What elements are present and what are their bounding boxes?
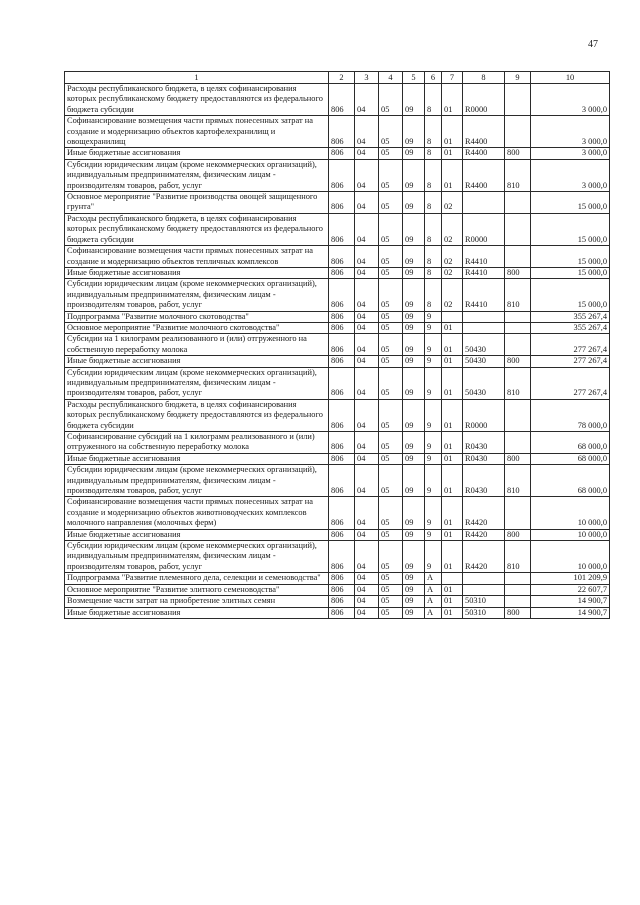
admin-code-cell: 806 bbox=[329, 465, 355, 497]
column-header: 8 bbox=[463, 72, 505, 84]
program-code-cell: 09 bbox=[403, 159, 425, 191]
table-row bbox=[65, 159, 610, 191]
column-header: 6 bbox=[425, 72, 442, 84]
row-name-cell: Субсидии на 1 килограмм реализованного и (или) отгруженного на собственную переработку молока bbox=[65, 334, 329, 356]
section-code-cell: 04 bbox=[355, 116, 379, 148]
direction-code-cell: R4400 bbox=[463, 148, 505, 159]
table-row bbox=[65, 322, 610, 333]
table-header-row bbox=[65, 72, 610, 84]
subprogram-code-cell: 8 bbox=[425, 267, 442, 278]
section-code-cell: 04 bbox=[355, 334, 379, 356]
expense-type-code-cell: 810 bbox=[505, 159, 531, 191]
row-name-cell: Основное мероприятие "Развитие молочного скотоводства" bbox=[65, 322, 329, 333]
amount-cell: 15 000,0 bbox=[531, 192, 610, 214]
subprogram-code-cell: 9 bbox=[425, 399, 442, 431]
row-name-cell: Субсидии юридическим лицам (кроме некоммерческих организаций), индивидуальным предпринимателям, физическим лицам - производителям товаров, работ, услуг bbox=[65, 367, 329, 399]
table-row bbox=[65, 607, 610, 618]
subprogram-code-cell: 8 bbox=[425, 116, 442, 148]
amount-cell: 3 000,0 bbox=[531, 84, 610, 116]
activity-code-cell: 01 bbox=[442, 356, 463, 367]
row-name-cell: Софинансирование возмещения части прямых понесенных затрат на создание и модернизацию объектов животноводческих комплексов молочного направления (молочных ферм) bbox=[65, 497, 329, 529]
admin-code-cell: 806 bbox=[329, 596, 355, 607]
expense-type-code-cell bbox=[505, 432, 531, 454]
expense-type-code-cell bbox=[505, 116, 531, 148]
table-row bbox=[65, 432, 610, 454]
activity-code-cell: 01 bbox=[442, 399, 463, 431]
section-code-cell: 04 bbox=[355, 596, 379, 607]
subsection-code-cell: 05 bbox=[379, 497, 403, 529]
direction-code-cell bbox=[463, 573, 505, 584]
section-code-cell: 04 bbox=[355, 541, 379, 573]
admin-code-cell: 806 bbox=[329, 246, 355, 268]
subsection-code-cell: 05 bbox=[379, 334, 403, 356]
section-code-cell: 04 bbox=[355, 465, 379, 497]
amount-cell: 277 267,4 bbox=[531, 356, 610, 367]
row-name-cell: Субсидии юридическим лицам (кроме некоммерческих организаций), индивидуальным предпринимателям, физическим лицам - производителям товаров, работ, услуг bbox=[65, 465, 329, 497]
subprogram-code-cell: 9 bbox=[425, 334, 442, 356]
table-row bbox=[65, 84, 610, 116]
row-name-cell: Субсидии юридическим лицам (кроме некоммерческих организаций), индивидуальным предпринимателям, физическим лицам - производителям товаров, работ, услуг bbox=[65, 541, 329, 573]
amount-cell: 101 209,9 bbox=[531, 573, 610, 584]
amount-cell: 14 900,7 bbox=[531, 596, 610, 607]
amount-cell: 15 000,0 bbox=[531, 267, 610, 278]
subprogram-code-cell: 9 bbox=[425, 311, 442, 322]
activity-code-cell: 02 bbox=[442, 246, 463, 268]
admin-code-cell: 806 bbox=[329, 84, 355, 116]
subprogram-code-cell: 8 bbox=[425, 246, 442, 268]
subsection-code-cell: 05 bbox=[379, 322, 403, 333]
direction-code-cell: R4410 bbox=[463, 279, 505, 311]
subsection-code-cell: 05 bbox=[379, 584, 403, 595]
expense-type-code-cell: 800 bbox=[505, 267, 531, 278]
column-header: 9 bbox=[505, 72, 531, 84]
section-code-cell: 04 bbox=[355, 453, 379, 464]
expense-type-code-cell bbox=[505, 322, 531, 333]
direction-code-cell: 50430 bbox=[463, 367, 505, 399]
table-row bbox=[65, 334, 610, 356]
amount-cell: 355 267,4 bbox=[531, 311, 610, 322]
budget-table bbox=[64, 71, 610, 619]
row-name-cell: Софинансирование возмещения части прямых понесенных затрат на создание и модернизацию объектов тепличных комплексов bbox=[65, 246, 329, 268]
subprogram-code-cell: 9 bbox=[425, 497, 442, 529]
expense-type-code-cell bbox=[505, 246, 531, 268]
expense-type-code-cell: 800 bbox=[505, 607, 531, 618]
table-row bbox=[65, 596, 610, 607]
row-name-cell: Основное мероприятие "Развитие производства овощей защищенного грунта" bbox=[65, 192, 329, 214]
program-code-cell: 09 bbox=[403, 279, 425, 311]
program-code-cell: 09 bbox=[403, 453, 425, 464]
program-code-cell: 09 bbox=[403, 213, 425, 245]
program-code-cell: 09 bbox=[403, 497, 425, 529]
admin-code-cell: 806 bbox=[329, 453, 355, 464]
row-name-cell: Субсидии юридическим лицам (кроме некоммерческих организаций), индивидуальным предпринимателям, физическим лицам - производителям товаров, работ, услуг bbox=[65, 279, 329, 311]
subsection-code-cell: 05 bbox=[379, 84, 403, 116]
program-code-cell: 09 bbox=[403, 334, 425, 356]
subsection-code-cell: 05 bbox=[379, 367, 403, 399]
column-header: 1 bbox=[65, 72, 329, 84]
expense-type-code-cell bbox=[505, 584, 531, 595]
row-name-cell: Расходы республиканского бюджета, в целях софинансирования которых республиканскому бюджету предоставляются из федерального бюджета субсидии bbox=[65, 84, 329, 116]
admin-code-cell: 806 bbox=[329, 356, 355, 367]
admin-code-cell: 806 bbox=[329, 279, 355, 311]
expense-type-code-cell bbox=[505, 311, 531, 322]
table-row bbox=[65, 541, 610, 573]
program-code-cell: 09 bbox=[403, 596, 425, 607]
section-code-cell: 04 bbox=[355, 607, 379, 618]
activity-code-cell: 01 bbox=[442, 334, 463, 356]
activity-code-cell: 01 bbox=[442, 432, 463, 454]
activity-code-cell: 01 bbox=[442, 322, 463, 333]
activity-code-cell: 01 bbox=[442, 465, 463, 497]
direction-code-cell: R4420 bbox=[463, 529, 505, 540]
table-row bbox=[65, 356, 610, 367]
program-code-cell: 09 bbox=[403, 432, 425, 454]
subsection-code-cell: 05 bbox=[379, 192, 403, 214]
subsection-code-cell: 05 bbox=[379, 356, 403, 367]
row-name-cell: Подпрограмма "Развитие молочного скотоводства" bbox=[65, 311, 329, 322]
table-row bbox=[65, 573, 610, 584]
column-header: 10 bbox=[531, 72, 610, 84]
section-code-cell: 04 bbox=[355, 148, 379, 159]
admin-code-cell: 806 bbox=[329, 148, 355, 159]
subsection-code-cell: 05 bbox=[379, 213, 403, 245]
activity-code-cell: 01 bbox=[442, 584, 463, 595]
subsection-code-cell: 05 bbox=[379, 399, 403, 431]
program-code-cell: 09 bbox=[403, 573, 425, 584]
direction-code-cell: R4410 bbox=[463, 267, 505, 278]
subprogram-code-cell: 9 bbox=[425, 453, 442, 464]
subsection-code-cell: 05 bbox=[379, 279, 403, 311]
program-code-cell: 09 bbox=[403, 607, 425, 618]
amount-cell: 277 267,4 bbox=[531, 334, 610, 356]
direction-code-cell bbox=[463, 192, 505, 214]
program-code-cell: 09 bbox=[403, 356, 425, 367]
row-name-cell: Иные бюджетные ассигнования bbox=[65, 607, 329, 618]
subsection-code-cell: 05 bbox=[379, 116, 403, 148]
section-code-cell: 04 bbox=[355, 159, 379, 191]
expense-type-code-cell bbox=[505, 213, 531, 245]
section-code-cell: 04 bbox=[355, 192, 379, 214]
program-code-cell: 09 bbox=[403, 529, 425, 540]
subprogram-code-cell: 9 bbox=[425, 356, 442, 367]
section-code-cell: 04 bbox=[355, 497, 379, 529]
subsection-code-cell: 05 bbox=[379, 541, 403, 573]
section-code-cell: 04 bbox=[355, 279, 379, 311]
amount-cell: 3 000,0 bbox=[531, 159, 610, 191]
table-row bbox=[65, 213, 610, 245]
direction-code-cell: R0430 bbox=[463, 465, 505, 497]
admin-code-cell: 806 bbox=[329, 159, 355, 191]
row-name-cell: Иные бюджетные ассигнования bbox=[65, 356, 329, 367]
expense-type-code-cell: 800 bbox=[505, 148, 531, 159]
amount-cell: 15 000,0 bbox=[531, 246, 610, 268]
admin-code-cell: 806 bbox=[329, 267, 355, 278]
subprogram-code-cell: 8 bbox=[425, 84, 442, 116]
program-code-cell: 09 bbox=[403, 584, 425, 595]
admin-code-cell: 806 bbox=[329, 573, 355, 584]
section-code-cell: 04 bbox=[355, 84, 379, 116]
admin-code-cell: 806 bbox=[329, 367, 355, 399]
program-code-cell: 09 bbox=[403, 322, 425, 333]
subprogram-code-cell: А bbox=[425, 596, 442, 607]
subprogram-code-cell: 9 bbox=[425, 465, 442, 497]
direction-code-cell: R4400 bbox=[463, 159, 505, 191]
subsection-code-cell: 05 bbox=[379, 432, 403, 454]
table-row bbox=[65, 497, 610, 529]
amount-cell: 22 607,7 bbox=[531, 584, 610, 595]
activity-code-cell: 02 bbox=[442, 279, 463, 311]
table-row bbox=[65, 529, 610, 540]
row-name-cell: Иные бюджетные ассигнования bbox=[65, 148, 329, 159]
activity-code-cell: 01 bbox=[442, 84, 463, 116]
activity-code-cell: 01 bbox=[442, 159, 463, 191]
subsection-code-cell: 05 bbox=[379, 267, 403, 278]
table-row bbox=[65, 246, 610, 268]
direction-code-cell: 50430 bbox=[463, 356, 505, 367]
subprogram-code-cell: 9 bbox=[425, 529, 442, 540]
amount-cell: 3 000,0 bbox=[531, 116, 610, 148]
row-name-cell: Расходы республиканского бюджета, в целях софинансирования которых республиканскому бюджету предоставляются из федерального бюджета субсидии bbox=[65, 213, 329, 245]
admin-code-cell: 806 bbox=[329, 607, 355, 618]
subprogram-code-cell: 9 bbox=[425, 322, 442, 333]
table-row bbox=[65, 584, 610, 595]
amount-cell: 10 000,0 bbox=[531, 497, 610, 529]
section-code-cell: 04 bbox=[355, 399, 379, 431]
direction-code-cell: R0000 bbox=[463, 213, 505, 245]
direction-code-cell: 50430 bbox=[463, 334, 505, 356]
direction-code-cell: R0430 bbox=[463, 453, 505, 464]
expense-type-code-cell: 800 bbox=[505, 356, 531, 367]
section-code-cell: 04 bbox=[355, 573, 379, 584]
row-name-cell: Субсидии юридическим лицам (кроме некоммерческих организаций), индивидуальным предпринимателям, физическим лицам - производителям товаров, работ, услуг bbox=[65, 159, 329, 191]
activity-code-cell: 01 bbox=[442, 116, 463, 148]
direction-code-cell bbox=[463, 584, 505, 595]
row-name-cell: Софинансирование возмещения части прямых понесенных затрат на создание и модернизацию объектов картофелехранилищ и овощехранилищ bbox=[65, 116, 329, 148]
program-code-cell: 09 bbox=[403, 367, 425, 399]
direction-code-cell: R4420 bbox=[463, 541, 505, 573]
admin-code-cell: 806 bbox=[329, 311, 355, 322]
subprogram-code-cell: А bbox=[425, 573, 442, 584]
expense-type-code-cell bbox=[505, 573, 531, 584]
activity-code-cell: 01 bbox=[442, 367, 463, 399]
subsection-code-cell: 05 bbox=[379, 453, 403, 464]
activity-code-cell: 01 bbox=[442, 148, 463, 159]
table-row bbox=[65, 465, 610, 497]
section-code-cell: 04 bbox=[355, 529, 379, 540]
column-header: 5 bbox=[403, 72, 425, 84]
amount-cell: 15 000,0 bbox=[531, 213, 610, 245]
table-row bbox=[65, 311, 610, 322]
program-code-cell: 09 bbox=[403, 541, 425, 573]
amount-cell: 10 000,0 bbox=[531, 529, 610, 540]
admin-code-cell: 806 bbox=[329, 432, 355, 454]
subsection-code-cell: 05 bbox=[379, 465, 403, 497]
expense-type-code-cell: 810 bbox=[505, 541, 531, 573]
program-code-cell: 09 bbox=[403, 246, 425, 268]
table-row bbox=[65, 192, 610, 214]
activity-code-cell bbox=[442, 311, 463, 322]
admin-code-cell: 806 bbox=[329, 213, 355, 245]
activity-code-cell: 01 bbox=[442, 529, 463, 540]
row-name-cell: Иные бюджетные ассигнования bbox=[65, 453, 329, 464]
page-number: 47 bbox=[588, 39, 598, 50]
activity-code-cell: 01 bbox=[442, 596, 463, 607]
program-code-cell: 09 bbox=[403, 192, 425, 214]
row-name-cell: Иные бюджетные ассигнования bbox=[65, 267, 329, 278]
expense-type-code-cell bbox=[505, 596, 531, 607]
program-code-cell: 09 bbox=[403, 148, 425, 159]
table-row bbox=[65, 453, 610, 464]
direction-code-cell bbox=[463, 311, 505, 322]
admin-code-cell: 806 bbox=[329, 192, 355, 214]
section-code-cell: 04 bbox=[355, 432, 379, 454]
subsection-code-cell: 05 bbox=[379, 607, 403, 618]
expense-type-code-cell: 810 bbox=[505, 367, 531, 399]
program-code-cell: 09 bbox=[403, 116, 425, 148]
amount-cell: 14 900,7 bbox=[531, 607, 610, 618]
section-code-cell: 04 bbox=[355, 356, 379, 367]
subprogram-code-cell: 9 bbox=[425, 432, 442, 454]
admin-code-cell: 806 bbox=[329, 529, 355, 540]
subsection-code-cell: 05 bbox=[379, 311, 403, 322]
subprogram-code-cell: 8 bbox=[425, 213, 442, 245]
row-name-cell: Иные бюджетные ассигнования bbox=[65, 529, 329, 540]
row-name-cell: Подпрограмма "Развитие племенного дела, селекции и семеноводства" bbox=[65, 573, 329, 584]
admin-code-cell: 806 bbox=[329, 322, 355, 333]
table-row bbox=[65, 116, 610, 148]
activity-code-cell: 01 bbox=[442, 541, 463, 573]
section-code-cell: 04 bbox=[355, 311, 379, 322]
direction-code-cell: R0000 bbox=[463, 84, 505, 116]
section-code-cell: 04 bbox=[355, 322, 379, 333]
activity-code-cell: 02 bbox=[442, 192, 463, 214]
subprogram-code-cell: 8 bbox=[425, 192, 442, 214]
subprogram-code-cell: 9 bbox=[425, 367, 442, 399]
section-code-cell: 04 bbox=[355, 584, 379, 595]
amount-cell: 355 267,4 bbox=[531, 322, 610, 333]
section-code-cell: 04 bbox=[355, 267, 379, 278]
admin-code-cell: 806 bbox=[329, 497, 355, 529]
amount-cell: 68 000,0 bbox=[531, 453, 610, 464]
direction-code-cell: R4410 bbox=[463, 246, 505, 268]
section-code-cell: 04 bbox=[355, 213, 379, 245]
program-code-cell: 09 bbox=[403, 311, 425, 322]
expense-type-code-cell: 810 bbox=[505, 279, 531, 311]
amount-cell: 78 000,0 bbox=[531, 399, 610, 431]
table-row bbox=[65, 279, 610, 311]
table-row bbox=[65, 367, 610, 399]
subprogram-code-cell: 8 bbox=[425, 279, 442, 311]
subsection-code-cell: 05 bbox=[379, 573, 403, 584]
amount-cell: 68 000,0 bbox=[531, 465, 610, 497]
column-header: 4 bbox=[379, 72, 403, 84]
direction-code-cell: R4420 bbox=[463, 497, 505, 529]
direction-code-cell: 50310 bbox=[463, 607, 505, 618]
direction-code-cell: R0000 bbox=[463, 399, 505, 431]
activity-code-cell: 01 bbox=[442, 453, 463, 464]
subprogram-code-cell: 8 bbox=[425, 159, 442, 191]
amount-cell: 3 000,0 bbox=[531, 148, 610, 159]
program-code-cell: 09 bbox=[403, 84, 425, 116]
activity-code-cell: 01 bbox=[442, 497, 463, 529]
direction-code-cell bbox=[463, 322, 505, 333]
direction-code-cell: R4400 bbox=[463, 116, 505, 148]
expense-type-code-cell bbox=[505, 334, 531, 356]
table-row bbox=[65, 148, 610, 159]
program-code-cell: 09 bbox=[403, 465, 425, 497]
direction-code-cell: R0430 bbox=[463, 432, 505, 454]
section-code-cell: 04 bbox=[355, 367, 379, 399]
expense-type-code-cell bbox=[505, 192, 531, 214]
admin-code-cell: 806 bbox=[329, 541, 355, 573]
program-code-cell: 09 bbox=[403, 267, 425, 278]
subsection-code-cell: 05 bbox=[379, 246, 403, 268]
activity-code-cell: 02 bbox=[442, 213, 463, 245]
direction-code-cell: 50310 bbox=[463, 596, 505, 607]
admin-code-cell: 806 bbox=[329, 399, 355, 431]
amount-cell: 68 000,0 bbox=[531, 432, 610, 454]
row-name-cell: Возмещение части затрат на приобретение элитных семян bbox=[65, 596, 329, 607]
expense-type-code-cell: 800 bbox=[505, 453, 531, 464]
amount-cell: 10 000,0 bbox=[531, 541, 610, 573]
table-row bbox=[65, 399, 610, 431]
expense-type-code-cell bbox=[505, 84, 531, 116]
amount-cell: 277 267,4 bbox=[531, 367, 610, 399]
subprogram-code-cell: А bbox=[425, 584, 442, 595]
column-header: 3 bbox=[355, 72, 379, 84]
admin-code-cell: 806 bbox=[329, 584, 355, 595]
admin-code-cell: 806 bbox=[329, 116, 355, 148]
column-header: 7 bbox=[442, 72, 463, 84]
expense-type-code-cell bbox=[505, 399, 531, 431]
table-row bbox=[65, 267, 610, 278]
column-header: 2 bbox=[329, 72, 355, 84]
subprogram-code-cell: 8 bbox=[425, 148, 442, 159]
expense-type-code-cell: 810 bbox=[505, 465, 531, 497]
activity-code-cell bbox=[442, 573, 463, 584]
row-name-cell: Основное мероприятие "Развитие элитного семеноводства" bbox=[65, 584, 329, 595]
subsection-code-cell: 05 bbox=[379, 529, 403, 540]
subsection-code-cell: 05 bbox=[379, 596, 403, 607]
section-code-cell: 04 bbox=[355, 246, 379, 268]
activity-code-cell: 02 bbox=[442, 267, 463, 278]
program-code-cell: 09 bbox=[403, 399, 425, 431]
subsection-code-cell: 05 bbox=[379, 159, 403, 191]
amount-cell: 15 000,0 bbox=[531, 279, 610, 311]
expense-type-code-cell bbox=[505, 497, 531, 529]
row-name-cell: Расходы республиканского бюджета, в целях софинансирования которых республиканскому бюджету предоставляются из федерального бюджета субсидии bbox=[65, 399, 329, 431]
admin-code-cell: 806 bbox=[329, 334, 355, 356]
subprogram-code-cell: 9 bbox=[425, 541, 442, 573]
row-name-cell: Софинансирование субсидий на 1 килограмм реализованного и (или) отгруженного на собственную переработку молока bbox=[65, 432, 329, 454]
subprogram-code-cell: А bbox=[425, 607, 442, 618]
expense-type-code-cell: 800 bbox=[505, 529, 531, 540]
subsection-code-cell: 05 bbox=[379, 148, 403, 159]
activity-code-cell: 01 bbox=[442, 607, 463, 618]
